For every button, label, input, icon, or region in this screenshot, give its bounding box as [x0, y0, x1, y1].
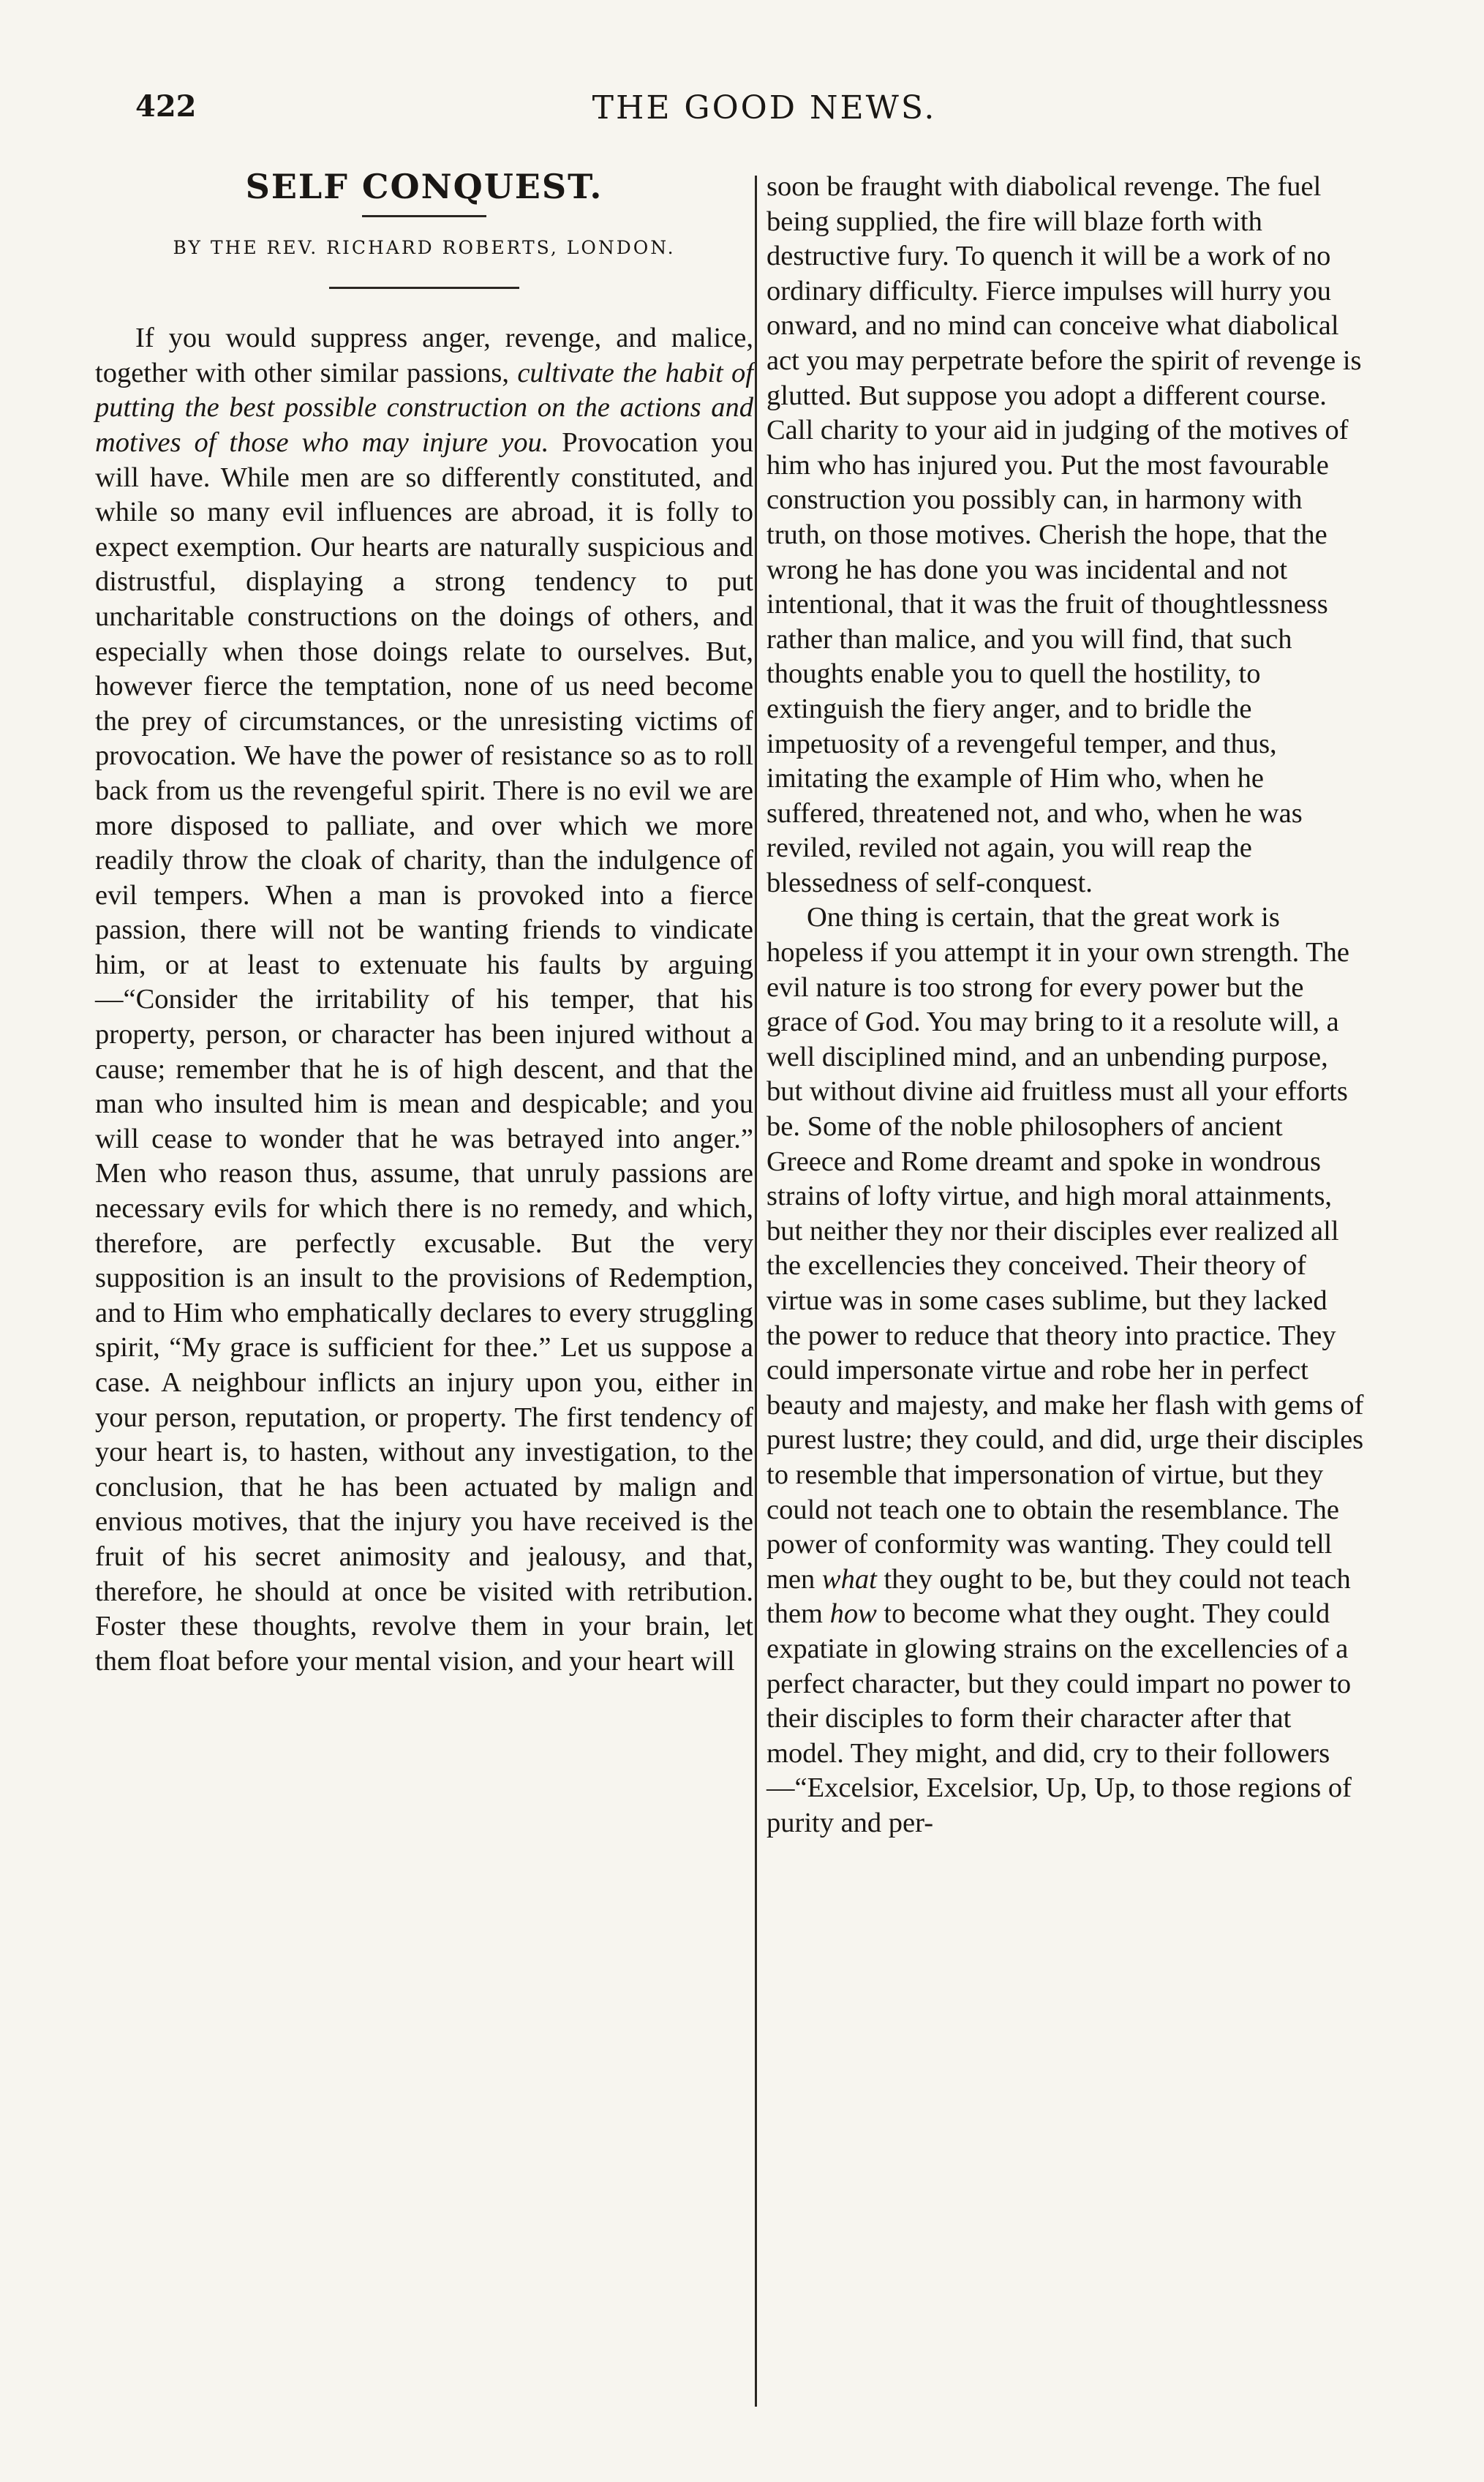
left-column	[95, 167, 754, 1679]
paragraph-2-text-a: One thing is certain, that the great work is hopeless if you attempt it in your own strength. The evil nature is too strong for every power but the grace of God. You may bring to it a resolute will, a well disciplined mind, and an unbending purpose, but without divine aid fruitless must all your efforts be. Some of the noble philosophers of ancient Greece and Rome dreamt and spoke in wondrous strains of lofty virtue, and high moral attainments, but neither they nor their disciples ever realized all the excellencies they conceived. Their theory of virtue was in some cases sublime, but they lacked the power to reduce that theory into practice. They could impersonate virtue and robe her in perfect beauty and majesty, and make her flash with gems of purest lustre; they could, and did, urge their disciples to resemble that impersonation of virtue, but they could not teach one to obtain the resemblance. The power of conformity was wanting. They could tell men	[767, 902, 1364, 1595]
paragraph-1	[95, 321, 753, 1679]
byline-rule	[329, 287, 519, 289]
paragraph-1-continued-text: soon be fraught with diabolical revenge. The fuel being supplied, the fire will blaze forth with destructive fury. To quench it will be a work of no ordinary difficulty. Fierce impulses will hurry you onward, and no mind can conceive what diabolical act you may perpetrate before the spirit of revenge is glutted. But suppose you adopt a different course. Call charity to your aid in judging of the motives of him who has injured you. Put the most favourable construction you possibly can, in harmony with truth, on those motives. Cherish the hope, that the wrong he has done you was incidental and not intentional, that it was the fruit of thoughtlessness rather than malice, and you will find, that such thoughts enable you to quell the hostility, to extinguish the fiery anger, and to bridle the impetuosity of a revengeful temper, and thus, imitating the example of Him who, when he suffered, threatened not, and who, when he was reviled, reviled not again, you will reap the blessedness of self-conquest.	[767, 171, 1362, 898]
paragraph-1-emphasis: cultivate the habit of putting the best possible construction on the actions and motives of those who may injure you.	[95, 357, 753, 458]
byline: BY THE REV. RICHARD ROBERTS, LONDON.	[173, 236, 676, 258]
paragraph-1-continued	[767, 170, 1366, 900]
paragraph-1-text-b: Provocation you will have. While men are so differently constituted, and while so many evil influences are abroad, it is folly to expect exemption. Our hearts are naturally suspicious and distrustful, displaying a strong tendency to put uncharitable constructions on the doings of others, and especially when those doings relate to ourselves. But, however fierce the temptation, none of us need become the prey of circumstances, or the unresisting victims of provocation. We have the power of resistance so as to roll back from us the revengeful spirit. There is no evil we are more disposed to palliate, and over which we more readily throw the cloak of charity, than the indulgence of evil tempers. When a man is provoked into a fierce passion, there will not be wanting friends to vindicate him, or at least to extenuate his faults by arguing—“Consider the irritability of his temper, that his property, person, or character has been injured without a cause; remember that he is of high descent, and that the man who insulted him is mean and despicable; and you will cease to wonder that he was betrayed into anger.” Men who reason thus, assume, that unruly passions are necessary evils for which there is no remedy, and which, therefore, are perfectly excusable. But the very supposition is an insult to the provisions of Redemption, and to Him who emphatically declares to every struggling spirit, “My grace is sufficient for thee.” Let us suppose a case. A neighbour inflicts an injury upon you, either in your person, reputation, or property. The first tendency of your heart is, to hasten, without any investigation, to the conclusion, that he has been actuated by malign and envious motives, that the injury you have received is the fruit of his secret animosity and jealousy, and that, therefore, he should at once be visited with retribution. Foster these thoughts, revolve them in your brain, let them float before your mental vision, and your heart will	[95, 426, 754, 1677]
column-divider	[755, 176, 757, 2407]
paragraph-2-emphasis-how: how	[829, 1598, 877, 1630]
paragraph-1-text-a: If you would suppress anger, revenge, and malice, together with other similar passions,	[95, 323, 753, 388]
article-title: SELF CONQUEST.	[245, 167, 603, 206]
paragraph-2	[767, 900, 1366, 1840]
paragraph-2-text-c: to become what they ought. They could expatiate in glowing strains on the excellencies of a perfect character, but they could impart no power to their disciples to form their character after that model. They might, and did, cry to their followers—“Excelsior, Excelsior, Up, Up, to those regions of purity and per-	[767, 1598, 1352, 1838]
page-number: 422	[135, 89, 197, 124]
paragraph-2-text-b: they ought to be, but they could not teach them	[767, 1563, 1351, 1630]
running-head	[135, 89, 1393, 140]
paragraph-2-emphasis-what: what	[821, 1563, 877, 1595]
right-column	[767, 170, 1366, 1841]
title-rule	[362, 215, 486, 217]
journal-title: THE GOOD NEWS.	[592, 89, 937, 127]
